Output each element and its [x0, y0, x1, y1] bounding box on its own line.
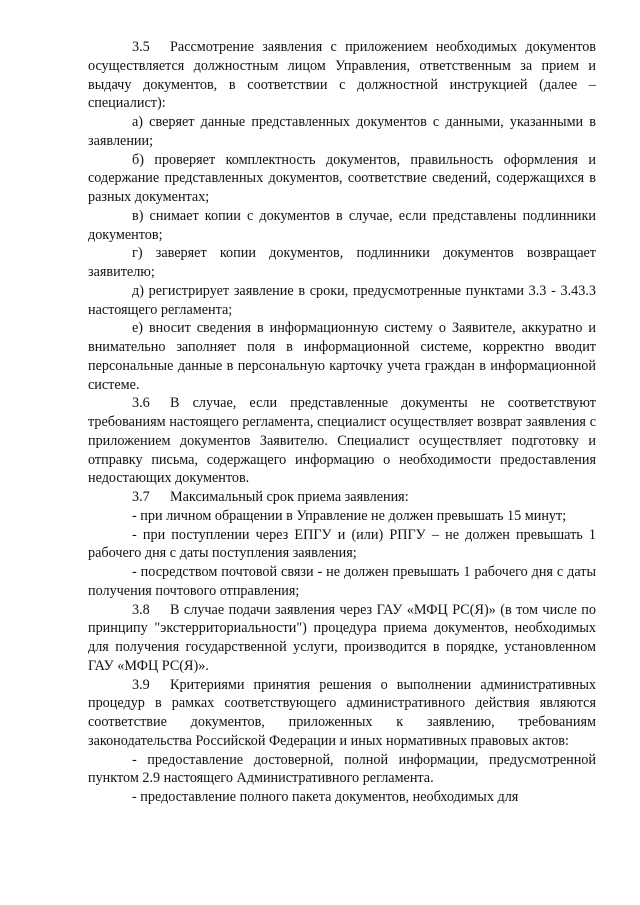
paragraph-3-5 — [88, 38, 596, 113]
paragraph-item-v — [88, 207, 596, 245]
clause-number: 3.6 — [132, 395, 150, 412]
paragraph-item-d — [88, 282, 596, 320]
paragraph-text: В случае подачи заявления через ГАУ «МФЦ РС(Я)» (в том числе по принципу "экстерриториальности") процедура приема документов, необходимых для получения государственной услуги, производится в порядке, установленном ГАУ «МФЦ РС(Я)». — [88, 601, 596, 674]
clause-number: 3.7 — [132, 489, 150, 505]
paragraph-text: в) снимает копии с документов в случае, если представлены подлинники документов; — [88, 207, 596, 243]
paragraph-bullet-personal — [88, 507, 596, 526]
paragraph-bullet-post — [88, 563, 596, 601]
paragraph-3-8 — [88, 601, 596, 676]
paragraph-text: - предоставление полного пакета документов, необходимых для — [132, 789, 519, 805]
paragraph-item-a — [88, 113, 596, 151]
paragraph-text: В случае, если представленные документы не соответствуют требованиям настоящего регламента, специалист осуществляет возврат заявления с приложением документов Заявителю. Специалист осуществляет подготовку и отправку письма, содержащего информацию о необходимости предоставления недостающих документов. — [88, 395, 596, 487]
paragraph-3-7 — [88, 488, 596, 507]
clause-number: 3.8 — [132, 601, 150, 618]
paragraph-text: Рассмотрение заявления с приложением необходимых документов осуществляется должностным лицом Управления, ответственным за прием и выдачу документов, в соответствии с должностной инструкцией (далее – специалист): — [88, 39, 596, 112]
paragraph-text: е) вносит сведения в информационную систему о Заявителе, аккуратно и внимательно заполняет поля в информационной системе, корректно вводит персональные данные в персональную карточку учета граждан в информационной системе. — [88, 320, 596, 393]
paragraph-item-b — [88, 151, 596, 207]
paragraph-text: а) сверяет данные представленных документов с данными, указанными в заявлении; — [88, 114, 596, 149]
paragraph-item-g — [88, 244, 596, 282]
paragraph-text: Критериями принятия решения о выполнении административных процедур в рамках соответствующего административного действия являются соответствие документов, приложенных к заявлению, требованиям законодательства Российской Федерации и иных нормативных правовых актов: — [88, 676, 596, 749]
paragraph-3-9 — [88, 676, 596, 751]
paragraph-text: Максимальный срок приема заявления: — [170, 489, 409, 505]
paragraph-text: б) проверяет комплектность документов, правильность оформления и содержание представленных документов, соответствие сведений, содержащихся в разных документах; — [88, 151, 596, 205]
paragraph-3-6 — [88, 394, 596, 488]
paragraph-text: г) заверяет копии документов, подлинники документов возвращает заявителю; — [88, 245, 596, 280]
paragraph-text: - предоставление достоверной, полной информации, предусмотренной пунктом 2.9 настоящего Административного регламента. — [88, 751, 596, 787]
paragraph-text: д) регистрирует заявление в сроки, предусмотренные пунктами 3.3 - 3.43.3 настоящего регламента; — [88, 282, 596, 318]
paragraph-text: - посредством почтовой связи - не должен превышать 1 рабочего дня с даты получения почтового отправления; — [88, 564, 596, 599]
clause-number: 3.9 — [132, 676, 150, 693]
clause-number: 3.5 — [132, 39, 150, 55]
paragraph-bullet-epgu — [88, 526, 596, 564]
paragraph-text: - при поступлении через ЕПГУ и (или) РПГУ – не должен превышать 1 рабочего дня с даты поступления заявления; — [88, 526, 596, 562]
paragraph-item-e — [88, 319, 596, 394]
document-page — [88, 38, 596, 807]
paragraph-bullet-reliable-info — [88, 751, 596, 789]
paragraph-text: - при личном обращении в Управление не должен превышать 15 минут; — [132, 507, 567, 524]
paragraph-bullet-full-package — [88, 788, 596, 807]
